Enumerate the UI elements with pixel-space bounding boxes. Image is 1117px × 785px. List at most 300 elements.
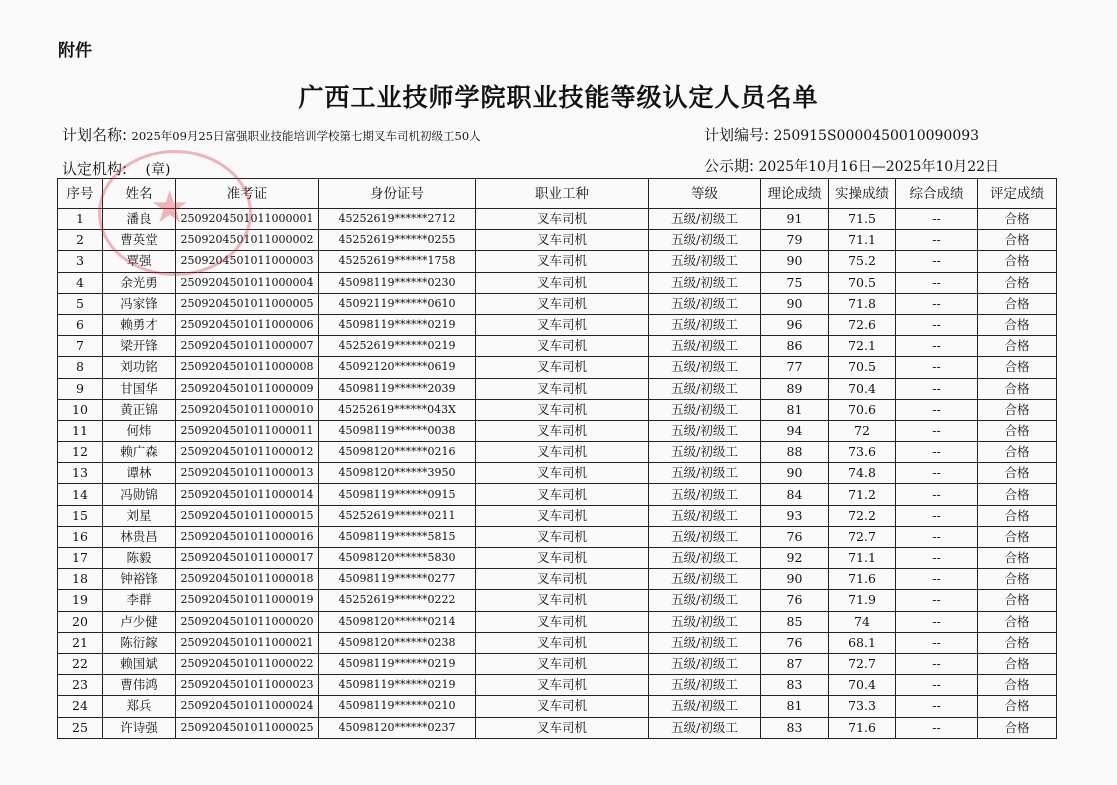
cell-col-name: 钟裕锋	[103, 569, 176, 590]
cell-col-result: 合格	[978, 632, 1057, 653]
cell-col-level: 五级/初级工	[649, 696, 761, 717]
cell-col-result: 合格	[978, 272, 1057, 293]
table-row	[58, 314, 1057, 335]
cell-col-result: 合格	[978, 717, 1057, 738]
cell-col-theory: 83	[761, 717, 829, 738]
header-col-practical: 实操成绩	[829, 179, 896, 209]
cell-col-occupation: 叉车司机	[476, 484, 649, 505]
cell-col-theory: 84	[761, 484, 829, 505]
table-row	[58, 463, 1057, 484]
table-row	[58, 420, 1057, 441]
cell-col-id-number: 45098119******0038	[319, 420, 476, 441]
cell-col-practical: 73.3	[829, 696, 896, 717]
cell-col-name: 何炜	[103, 420, 176, 441]
cell-col-index: 17	[58, 548, 103, 569]
cell-col-id-number: 45098120******0214	[319, 611, 476, 632]
cell-col-exam-id: 2509204501011000019	[176, 590, 319, 611]
cell-col-name: 李群	[103, 590, 176, 611]
cell-col-occupation: 叉车司机	[476, 632, 649, 653]
cell-col-theory: 81	[761, 399, 829, 420]
table-row	[58, 442, 1057, 463]
cell-col-name: 冯勋锦	[103, 484, 176, 505]
cell-col-index: 15	[58, 505, 103, 526]
cell-col-theory: 77	[761, 357, 829, 378]
cell-col-occupation: 叉车司机	[476, 590, 649, 611]
cell-col-id-number: 45098120******3950	[319, 463, 476, 484]
table-row	[58, 209, 1057, 230]
cell-col-result: 合格	[978, 357, 1057, 378]
cell-col-composite: --	[896, 569, 978, 590]
cell-col-occupation: 叉车司机	[476, 611, 649, 632]
document-title: 广西工业技师学院职业技能等级认定人员名单	[298, 83, 819, 112]
table-row	[58, 696, 1057, 717]
cell-col-theory: 76	[761, 590, 829, 611]
cell-col-occupation: 叉车司机	[476, 717, 649, 738]
cell-col-exam-id: 2509204501011000012	[176, 442, 319, 463]
cell-col-result: 合格	[978, 230, 1057, 251]
cell-col-exam-id: 2509204501011000018	[176, 569, 319, 590]
notice-period-label: 公示期:	[704, 157, 755, 175]
cell-col-theory: 85	[761, 611, 829, 632]
cell-col-name: 赖勇才	[103, 314, 176, 335]
cell-col-result: 合格	[978, 696, 1057, 717]
cell-col-occupation: 叉车司机	[476, 251, 649, 272]
cell-col-id-number: 45252619******1758	[319, 251, 476, 272]
cell-col-result: 合格	[978, 463, 1057, 484]
cell-col-level: 五级/初级工	[649, 272, 761, 293]
cell-col-name: 卢少健	[103, 611, 176, 632]
cell-col-result: 合格	[978, 653, 1057, 674]
cell-col-id-number: 45098119******5815	[319, 526, 476, 547]
cell-col-index: 5	[58, 293, 103, 314]
cell-col-occupation: 叉车司机	[476, 272, 649, 293]
cell-col-result: 合格	[978, 314, 1057, 335]
cell-col-theory: 94	[761, 420, 829, 441]
cell-col-occupation: 叉车司机	[476, 399, 649, 420]
cell-col-index: 7	[58, 336, 103, 357]
cell-col-index: 13	[58, 463, 103, 484]
table-row	[58, 717, 1057, 738]
table-row	[58, 357, 1057, 378]
header-col-theory: 理论成绩	[761, 179, 829, 209]
cell-col-result: 合格	[978, 484, 1057, 505]
cell-col-result: 合格	[978, 505, 1057, 526]
cell-col-name: 赖国斌	[103, 653, 176, 674]
cell-col-id-number: 45092120******0619	[319, 357, 476, 378]
table-row	[58, 505, 1057, 526]
cell-col-level: 五级/初级工	[649, 463, 761, 484]
cell-col-practical: 68.1	[829, 632, 896, 653]
cell-col-theory: 76	[761, 526, 829, 547]
cell-col-practical: 72.1	[829, 336, 896, 357]
cell-col-occupation: 叉车司机	[476, 548, 649, 569]
header-col-exam-id: 准考证	[176, 179, 319, 209]
cell-col-theory: 86	[761, 336, 829, 357]
cell-col-level: 五级/初级工	[649, 230, 761, 251]
cell-col-id-number: 45098119******2039	[319, 378, 476, 399]
cell-col-exam-id: 2509204501011000011	[176, 420, 319, 441]
cell-col-theory: 87	[761, 653, 829, 674]
table-row	[58, 484, 1057, 505]
cell-col-id-number: 45092119******0610	[319, 293, 476, 314]
cell-col-practical: 71.6	[829, 717, 896, 738]
cell-col-name: 甘国华	[103, 378, 176, 399]
cell-col-index: 14	[58, 484, 103, 505]
cell-col-occupation: 叉车司机	[476, 314, 649, 335]
cell-col-occupation: 叉车司机	[476, 653, 649, 674]
cell-col-practical: 71.5	[829, 209, 896, 230]
cell-col-id-number: 45252619******0211	[319, 505, 476, 526]
cell-col-exam-id: 2509204501011000010	[176, 399, 319, 420]
cell-col-id-number: 45252619******0219	[319, 336, 476, 357]
table-row	[58, 526, 1057, 547]
cell-col-name: 梁开锋	[103, 336, 176, 357]
cell-col-composite: --	[896, 272, 978, 293]
cell-col-exam-id: 2509204501011000015	[176, 505, 319, 526]
cell-col-name: 黄正锦	[103, 399, 176, 420]
cell-col-name: 林贵昌	[103, 526, 176, 547]
cell-col-practical: 74.8	[829, 463, 896, 484]
cell-col-theory: 90	[761, 569, 829, 590]
cell-col-id-number: 45252619******0255	[319, 230, 476, 251]
cell-col-practical: 70.4	[829, 675, 896, 696]
cell-col-result: 合格	[978, 336, 1057, 357]
cell-col-exam-id: 2509204501011000006	[176, 314, 319, 335]
cell-col-id-number: 45098119******0219	[319, 675, 476, 696]
cell-col-composite: --	[896, 590, 978, 611]
cell-col-theory: 91	[761, 209, 829, 230]
cell-col-level: 五级/初级工	[649, 611, 761, 632]
cell-col-practical: 71.1	[829, 230, 896, 251]
cell-col-name: 余光勇	[103, 272, 176, 293]
cell-col-id-number: 45098119******0219	[319, 314, 476, 335]
cell-col-id-number: 45252619******0222	[319, 590, 476, 611]
cell-col-composite: --	[896, 442, 978, 463]
table-row	[58, 336, 1057, 357]
cell-col-index: 8	[58, 357, 103, 378]
cell-col-composite: --	[896, 505, 978, 526]
header-col-result: 评定成绩	[978, 179, 1057, 209]
cell-col-level: 五级/初级工	[649, 526, 761, 547]
cell-col-exam-id: 2509204501011000022	[176, 653, 319, 674]
cell-col-occupation: 叉车司机	[476, 420, 649, 441]
cell-col-id-number: 45098119******0915	[319, 484, 476, 505]
cell-col-composite: --	[896, 293, 978, 314]
plan-name	[62, 124, 481, 145]
cell-col-name: 冯家锋	[103, 293, 176, 314]
cell-col-level: 五级/初级工	[649, 653, 761, 674]
cell-col-composite: --	[896, 314, 978, 335]
cell-col-name: 潘良	[103, 209, 176, 230]
cell-col-theory: 76	[761, 632, 829, 653]
header-col-composite: 综合成绩	[896, 179, 978, 209]
header-col-id-number: 身份证号	[319, 179, 476, 209]
cell-col-exam-id: 2509204501011000023	[176, 675, 319, 696]
cell-col-theory: 90	[761, 251, 829, 272]
cell-col-name: 陈衍鎵	[103, 632, 176, 653]
cell-col-index: 24	[58, 696, 103, 717]
cell-col-index: 22	[58, 653, 103, 674]
cell-col-composite: --	[896, 653, 978, 674]
cell-col-composite: --	[896, 251, 978, 272]
cell-col-level: 五级/初级工	[649, 717, 761, 738]
cell-col-composite: --	[896, 209, 978, 230]
cell-col-index: 9	[58, 378, 103, 399]
agency-label: 认定机构:	[62, 160, 128, 178]
cell-col-occupation: 叉车司机	[476, 569, 649, 590]
cell-col-exam-id: 2509204501011000003	[176, 251, 319, 272]
table-header-row	[58, 179, 1057, 209]
cell-col-occupation: 叉车司机	[476, 505, 649, 526]
cell-col-level: 五级/初级工	[649, 336, 761, 357]
cell-col-theory: 83	[761, 675, 829, 696]
cell-col-result: 合格	[978, 209, 1057, 230]
cell-col-result: 合格	[978, 420, 1057, 441]
cell-col-composite: --	[896, 526, 978, 547]
plan-number-value: 250915S0000450010090093	[773, 128, 980, 144]
cell-col-result: 合格	[978, 293, 1057, 314]
cell-col-level: 五级/初级工	[649, 399, 761, 420]
cell-col-theory: 81	[761, 696, 829, 717]
cell-col-theory: 92	[761, 548, 829, 569]
cell-col-exam-id: 2509204501011000021	[176, 632, 319, 653]
cell-col-composite: --	[896, 717, 978, 738]
agency	[62, 158, 170, 179]
cell-col-exam-id: 2509204501011000005	[176, 293, 319, 314]
table-row	[58, 569, 1057, 590]
cell-col-name: 郑兵	[103, 696, 176, 717]
cell-col-index: 12	[58, 442, 103, 463]
cell-col-composite: --	[896, 696, 978, 717]
notice-period-value: 2025年10月16日—2025年10月22日	[758, 159, 1000, 175]
cell-col-practical: 70.6	[829, 399, 896, 420]
cell-col-level: 五级/初级工	[649, 293, 761, 314]
table-row	[58, 378, 1057, 399]
cell-col-occupation: 叉车司机	[476, 230, 649, 251]
table-row	[58, 251, 1057, 272]
cell-col-theory: 93	[761, 505, 829, 526]
cell-col-level: 五级/初级工	[649, 484, 761, 505]
cell-col-practical: 75.2	[829, 251, 896, 272]
cell-col-name: 陈毅	[103, 548, 176, 569]
plan-number	[704, 124, 979, 145]
header-col-name: 姓名	[103, 179, 176, 209]
cell-col-practical: 72.7	[829, 526, 896, 547]
cell-col-result: 合格	[978, 442, 1057, 463]
cell-col-practical: 71.2	[829, 484, 896, 505]
cell-col-id-number: 45098119******0230	[319, 272, 476, 293]
agency-seal-text: (章)	[145, 162, 171, 178]
cell-col-occupation: 叉车司机	[476, 336, 649, 357]
notice-period	[704, 155, 999, 176]
cell-col-practical: 71.9	[829, 590, 896, 611]
cell-col-name: 曹伟鸿	[103, 675, 176, 696]
cell-col-occupation: 叉车司机	[476, 378, 649, 399]
cell-col-id-number: 45098120******0238	[319, 632, 476, 653]
cell-col-id-number: 45098120******5830	[319, 548, 476, 569]
cell-col-result: 合格	[978, 590, 1057, 611]
personnel-table	[57, 178, 1057, 739]
cell-col-result: 合格	[978, 251, 1057, 272]
cell-col-practical: 70.4	[829, 378, 896, 399]
cell-col-name: 许诗强	[103, 717, 176, 738]
cell-col-name: 刘功铭	[103, 357, 176, 378]
cell-col-name: 谭林	[103, 463, 176, 484]
cell-col-exam-id: 2509204501011000009	[176, 378, 319, 399]
cell-col-exam-id: 2509204501011000013	[176, 463, 319, 484]
cell-col-level: 五级/初级工	[649, 632, 761, 653]
table-row	[58, 611, 1057, 632]
cell-col-id-number: 45098119******0219	[319, 653, 476, 674]
cell-col-index: 6	[58, 314, 103, 335]
cell-col-exam-id: 2509204501011000002	[176, 230, 319, 251]
cell-col-practical: 72	[829, 420, 896, 441]
table-row	[58, 399, 1057, 420]
cell-col-id-number: 45098120******0216	[319, 442, 476, 463]
cell-col-theory: 96	[761, 314, 829, 335]
cell-col-composite: --	[896, 548, 978, 569]
cell-col-name: 覃强	[103, 251, 176, 272]
plan-number-label: 计划编号:	[704, 126, 770, 144]
cell-col-result: 合格	[978, 378, 1057, 399]
table-row	[58, 272, 1057, 293]
cell-col-index: 2	[58, 230, 103, 251]
cell-col-result: 合格	[978, 399, 1057, 420]
cell-col-occupation: 叉车司机	[476, 696, 649, 717]
cell-col-level: 五级/初级工	[649, 209, 761, 230]
cell-col-composite: --	[896, 378, 978, 399]
cell-col-index: 3	[58, 251, 103, 272]
cell-col-occupation: 叉车司机	[476, 463, 649, 484]
cell-col-theory: 79	[761, 230, 829, 251]
cell-col-composite: --	[896, 336, 978, 357]
cell-col-name: 赖广森	[103, 442, 176, 463]
cell-col-exam-id: 2509204501011000017	[176, 548, 319, 569]
cell-col-composite: --	[896, 357, 978, 378]
cell-col-practical: 72.7	[829, 653, 896, 674]
cell-col-composite: --	[896, 611, 978, 632]
cell-col-occupation: 叉车司机	[476, 675, 649, 696]
cell-col-occupation: 叉车司机	[476, 357, 649, 378]
cell-col-result: 合格	[978, 675, 1057, 696]
table-row	[58, 632, 1057, 653]
cell-col-exam-id: 2509204501011000001	[176, 209, 319, 230]
cell-col-composite: --	[896, 675, 978, 696]
cell-col-id-number: 45252619******043X	[319, 399, 476, 420]
cell-col-practical: 70.5	[829, 272, 896, 293]
cell-col-theory: 75	[761, 272, 829, 293]
cell-col-exam-id: 2509204501011000014	[176, 484, 319, 505]
cell-col-index: 16	[58, 526, 103, 547]
cell-col-result: 合格	[978, 526, 1057, 547]
cell-col-index: 19	[58, 590, 103, 611]
cell-col-composite: --	[896, 399, 978, 420]
cell-col-theory: 90	[761, 293, 829, 314]
cell-col-index: 10	[58, 399, 103, 420]
table-row	[58, 548, 1057, 569]
cell-col-index: 21	[58, 632, 103, 653]
cell-col-exam-id: 2509204501011000024	[176, 696, 319, 717]
cell-col-practical: 72.2	[829, 505, 896, 526]
cell-col-composite: --	[896, 463, 978, 484]
cell-col-level: 五级/初级工	[649, 675, 761, 696]
cell-col-index: 23	[58, 675, 103, 696]
cell-col-name: 曹英堂	[103, 230, 176, 251]
cell-col-practical: 74	[829, 611, 896, 632]
cell-col-level: 五级/初级工	[649, 590, 761, 611]
cell-col-result: 合格	[978, 548, 1057, 569]
cell-col-level: 五级/初级工	[649, 314, 761, 335]
cell-col-level: 五级/初级工	[649, 442, 761, 463]
cell-col-index: 18	[58, 569, 103, 590]
cell-col-level: 五级/初级工	[649, 505, 761, 526]
cell-col-index: 11	[58, 420, 103, 441]
cell-col-id-number: 45098119******0277	[319, 569, 476, 590]
cell-col-composite: --	[896, 484, 978, 505]
table-row	[58, 590, 1057, 611]
cell-col-composite: --	[896, 632, 978, 653]
cell-col-level: 五级/初级工	[649, 548, 761, 569]
cell-col-practical: 73.6	[829, 442, 896, 463]
cell-col-exam-id: 2509204501011000025	[176, 717, 319, 738]
header-col-level: 等级	[649, 179, 761, 209]
table-row	[58, 230, 1057, 251]
cell-col-index: 4	[58, 272, 103, 293]
cell-col-practical: 71.6	[829, 569, 896, 590]
cell-col-id-number: 45252619******2712	[319, 209, 476, 230]
cell-col-composite: --	[896, 230, 978, 251]
cell-col-occupation: 叉车司机	[476, 526, 649, 547]
cell-col-result: 合格	[978, 611, 1057, 632]
table-row	[58, 675, 1057, 696]
table-row	[58, 293, 1057, 314]
header-col-index: 序号	[58, 179, 103, 209]
cell-col-exam-id: 2509204501011000008	[176, 357, 319, 378]
table-body	[58, 209, 1057, 739]
cell-col-id-number: 45098120******0237	[319, 717, 476, 738]
cell-col-composite: --	[896, 420, 978, 441]
cell-col-id-number: 45098119******0210	[319, 696, 476, 717]
cell-col-theory: 90	[761, 463, 829, 484]
cell-col-index: 20	[58, 611, 103, 632]
cell-col-level: 五级/初级工	[649, 569, 761, 590]
cell-col-occupation: 叉车司机	[476, 293, 649, 314]
cell-col-occupation: 叉车司机	[476, 209, 649, 230]
cell-col-exam-id: 2509204501011000020	[176, 611, 319, 632]
cell-col-theory: 88	[761, 442, 829, 463]
cell-col-practical: 70.5	[829, 357, 896, 378]
cell-col-index: 25	[58, 717, 103, 738]
cell-col-name: 刘星	[103, 505, 176, 526]
cell-col-exam-id: 2509204501011000007	[176, 336, 319, 357]
header-col-occupation: 职业工种	[476, 179, 649, 209]
plan-name-label: 计划名称:	[62, 126, 128, 144]
cell-col-level: 五级/初级工	[649, 420, 761, 441]
cell-col-practical: 72.6	[829, 314, 896, 335]
cell-col-level: 五级/初级工	[649, 251, 761, 272]
cell-col-level: 五级/初级工	[649, 357, 761, 378]
plan-name-value: 2025年09月25日富强职业技能培训学校第七期叉车司机初级工50人	[131, 129, 481, 143]
cell-col-practical: 71.8	[829, 293, 896, 314]
cell-col-level: 五级/初级工	[649, 378, 761, 399]
cell-col-exam-id: 2509204501011000004	[176, 272, 319, 293]
cell-col-index: 1	[58, 209, 103, 230]
attachment-label: 附件	[58, 41, 92, 61]
cell-col-occupation: 叉车司机	[476, 442, 649, 463]
cell-col-practical: 71.1	[829, 548, 896, 569]
cell-col-theory: 89	[761, 378, 829, 399]
cell-col-result: 合格	[978, 569, 1057, 590]
